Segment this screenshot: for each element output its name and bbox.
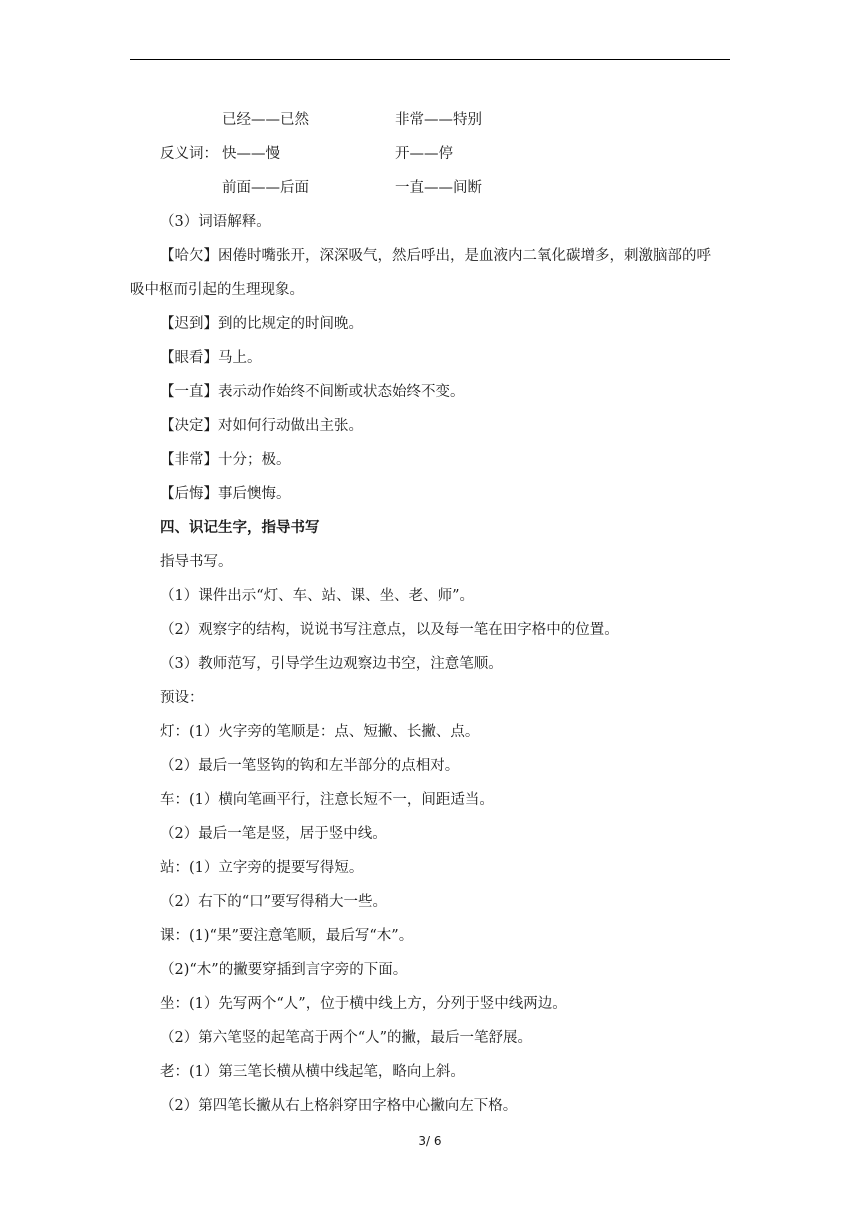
body-line: （3）教师范写，引导学生边观察边书空，注意笔顺。 xyxy=(160,656,503,672)
synonym-pair: 非常——特别 xyxy=(395,112,482,128)
body-line: （2)“木”的撇要穿插到言字旁的下面。 xyxy=(160,962,408,978)
body-line: （2）第六笔竖的起笔高于两个“人”的撇，最后一笔舒展。 xyxy=(160,1030,533,1046)
antonym-pair: 前面——后面 xyxy=(222,180,309,196)
antonym-pair: 快——慢 xyxy=(222,146,280,162)
body-line: （2）最后一笔竖钩的钩和左半部分的点相对。 xyxy=(160,758,460,774)
definition-line: 【后悔】事后懊悔。 xyxy=(160,486,291,502)
body-line: （2）观察字的结构，说说书写注意点，以及每一笔在田字格中的位置。 xyxy=(160,622,619,638)
body-line: 预设： xyxy=(160,690,204,706)
body-line: （2）第四笔长撇从右上格斜穿田字格中心撇向左下格。 xyxy=(160,1098,518,1114)
definition-line: 【决定】对如何行动做出主张。 xyxy=(160,418,363,434)
body-line: 坐：(1）先写两个“人”，位于横中线上方，分列于竖中线两边。 xyxy=(160,996,567,1012)
body-line: （2）右下的“口”要写得稍大一些。 xyxy=(160,894,388,910)
body-line: 老：(1）第三笔长横从横中线起笔，略向上斜。 xyxy=(160,1064,465,1080)
explanation-heading: （3）词语解释。 xyxy=(160,214,271,230)
body-line: 课：(1)“果”要注意笔顺，最后写“木”。 xyxy=(160,928,414,944)
page-number: 3/ 6 xyxy=(418,1134,442,1148)
synonym-pair: 已经——已然 xyxy=(222,112,309,128)
body-line: 指导书写。 xyxy=(160,554,233,570)
definition-line: 【迟到】到的比规定的时间晚。 xyxy=(160,316,363,332)
antonym-label: 反义词： xyxy=(160,146,218,162)
body-line: 车：(1）横向笔画平行，注意长短不一，间距适当。 xyxy=(160,792,494,808)
body-line: 灯：(1）火字旁的笔顺是：点、短撇、长撇、点。 xyxy=(160,724,480,740)
antonym-pair: 开——停 xyxy=(395,146,453,162)
definition-line: 【非常】十分；极。 xyxy=(160,452,291,468)
definition-line: 【一直】表示动作始终不间断或状态始终不变。 xyxy=(160,384,465,400)
definition-line: 【哈欠】困倦时嘴张开，深深吸气，然后呼出，是血液内二氧化碳增多，刺激脑部的呼 xyxy=(160,248,711,264)
body-line: （1）课件出示“灯、车、站、课、坐、老、师”。 xyxy=(160,588,475,604)
antonym-pair: 一直——间断 xyxy=(395,180,482,196)
definition-line: 【眼看】马上。 xyxy=(160,350,262,366)
body-line: 站：(1）立字旁的提要写得短。 xyxy=(160,860,364,876)
section-heading: 四、识记生字，指导书写 xyxy=(160,519,320,536)
definition-line: 吸中枢而引起的生理现象。 xyxy=(130,282,304,298)
body-line: （2）最后一笔是竖，居于竖中线。 xyxy=(160,826,387,842)
header-rule xyxy=(130,59,730,60)
